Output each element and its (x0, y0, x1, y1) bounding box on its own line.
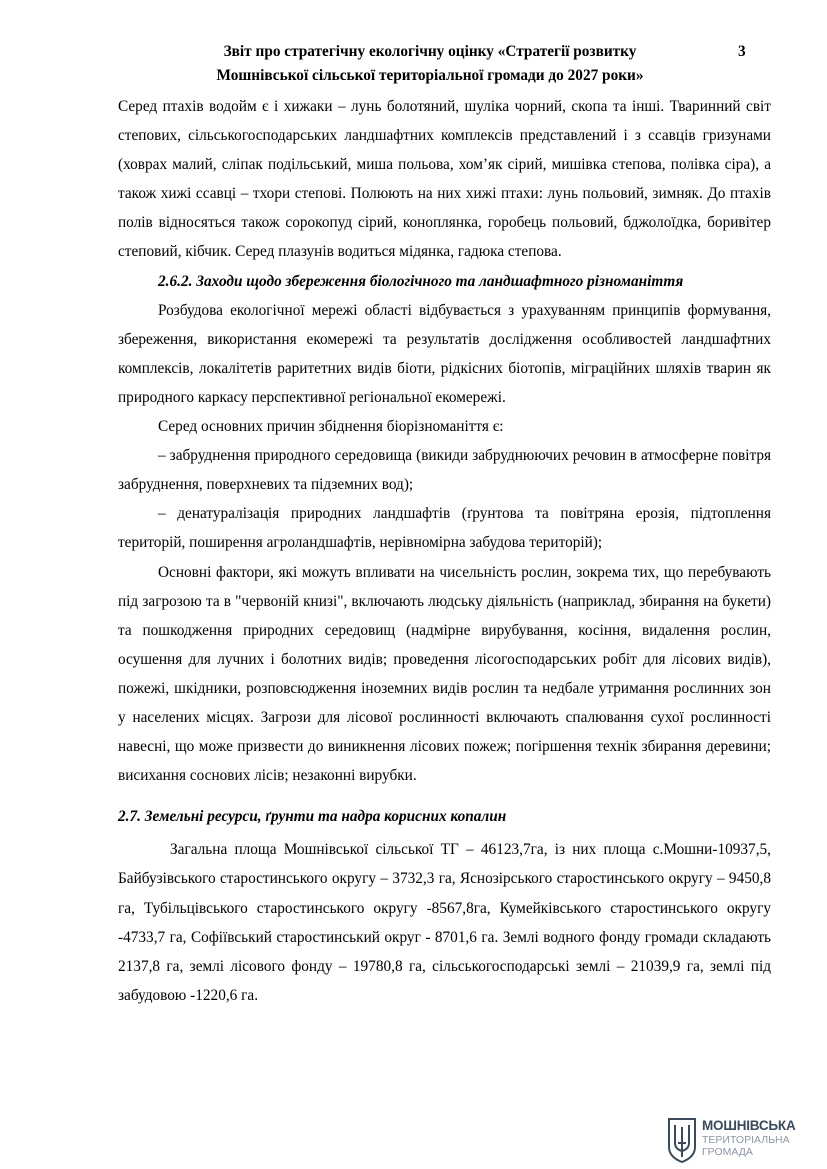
paragraph-eco-network: Розбудова екологічної мережі області відбувається з урахуванням принципів формування, збереження, використання екомережі та результатів дослідження особливостей ландшафтних комплексів, локалітетів раритетних видів біоти, рідкісних біотопів, міграційних шляхів тварин як природного каркасу перспективної регіональної екомережі. (118, 301, 771, 406)
page-number: 3 (738, 43, 746, 60)
page-header (180, 40, 680, 88)
trident-emblem-icon (666, 1117, 698, 1163)
paragraph-causes-intro: Серед основних причин збіднення біорізноманіття є: (158, 418, 504, 436)
bullet-pollution: – забруднення природного середовища (викиди забруднюючих речовин в атмосферне повітря забруднення, поверхневих та підземних вод); (118, 447, 771, 494)
section-heading-2-6-2: 2.6.2. Заходи щодо збереження біологічного та ландшафтного різноманіття (158, 272, 684, 290)
bullet-denaturalization: – денатуралізація природних ландшафтів (ґрунтова та повітряна ерозія, підтоплення територій, поширення агроландшафтів, нерівномірна забудова територій); (118, 505, 771, 552)
document-body (118, 92, 771, 1010)
header-title-line1: Звіт про стратегічну екологічну оцінку «Стратегії розвитку (223, 43, 637, 60)
paragraph-birds: Серед птахів водойм є і хижаки – лунь болотяний, шуліка чорний, скопа та інші. Тваринний світ степових, сільськогосподарських ландшафтних комплексів представлений і з ссавців гризунами (ховрах малий, сліпак подільський, миша польова, хом’як сірий, мишівка степова, полівка сіра), а також хижі ссавці – тхори степові. Полюють на них хижі птахи: лунь польовий, зимняк. До птахів полів відносяться також сорокопуд сірий, коноплянка, горобець польовий, бджолоїдка, боривітер степовий, кібчик. Серед плазунів водиться мідянка, гадюка степова. (118, 98, 771, 261)
logo-line3: ГРОМАДА (702, 1146, 753, 1158)
logo-line2: ТЕРИТОРІАЛЬНА (702, 1134, 790, 1146)
logo-name: МОШНІВСЬКА (702, 1118, 796, 1133)
community-logo (666, 1117, 816, 1163)
header-title-line2: Мошнівської сільської територіальної громади до 2027 роки» (216, 67, 644, 84)
paragraph-land-area: Загальна площа Мошнівської сільської ТГ – 46123,7га, із них площа с.Мошни-10937,5, Байбузівського старостинського округу – 3732,3 га, Яснозірського старостинського округу – 9450,8 га, Тубільцівського старостинського округу -8567,8га, Кумейківського старостинського округу -4733,7 га, Софіївський старостинський округ - 8701,6 га. Землі водного фонду громади складають 2137,8 га, землі лісового фонду – 19780,8 га, сільськогосподарські землі – 21039,9 га, землі під забудовою -1220,6 га. (118, 841, 771, 1004)
paragraph-factors: Основні фактори, які можуть впливати на чисельність рослин, зокрема тих, що перебувають під загрозою та в "червоній книзі", включають людську діяльність (наприклад, збирання на букети) та пошкодження природних середовищ (надмірне вирубування, косіння, видалення рослин, осушення для лучних і болотних видів; проведення лісогосподарських робіт для лісових видів), пожежі, шкідники, розповсюдження іноземних видів рослин та недбале утримання рослинних зон у населених місцях. Загрози для лісової рослинності включають спалювання сухої рослинності навесні, що може призвести до виникнення лісових пожеж; погіршення технік збирання деревини; висихання соснових лісів; незаконні вирубки. (118, 563, 771, 785)
section-heading-2-7: 2.7. Земельні ресурси, ґрунти та надра корисних копалин (118, 808, 507, 826)
